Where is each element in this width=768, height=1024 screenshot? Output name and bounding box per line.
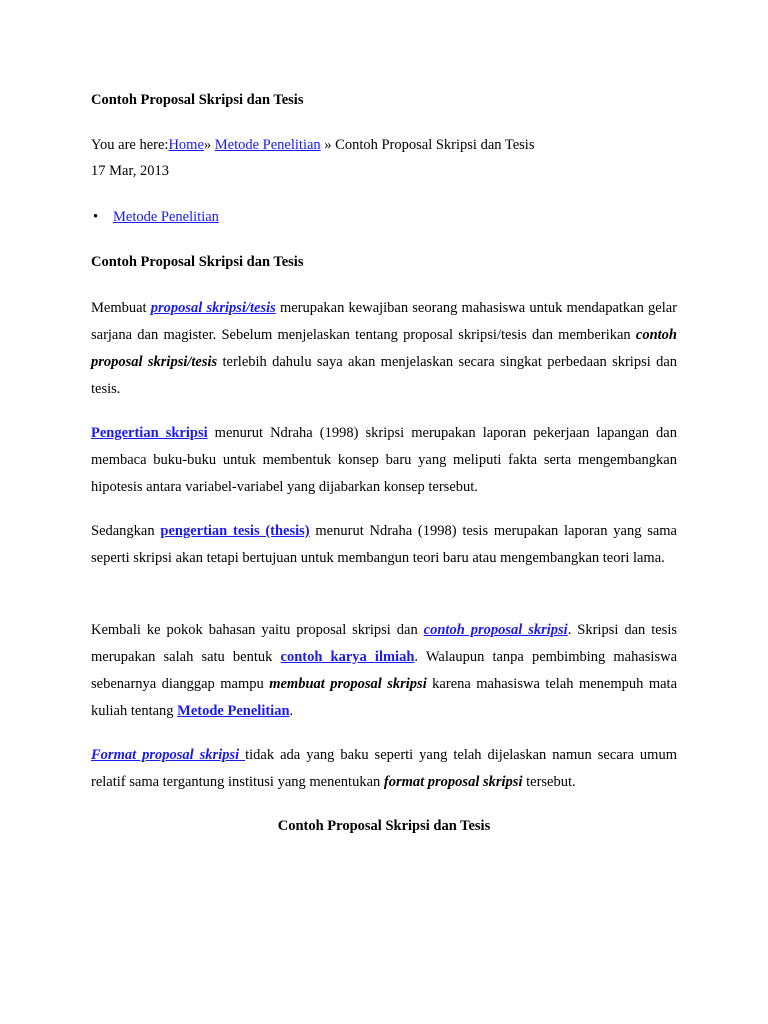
breadcrumb-separator: » xyxy=(203,137,215,153)
text: . Walaupun tanpa pembimbing mahasiswa sebenarnya dianggap mampu xyxy=(91,649,678,692)
post-date: 17 Mar, 2013 xyxy=(91,163,169,179)
breadcrumb-home-link[interactable]: Home xyxy=(168,137,204,153)
emphasis-text: contoh proposal skripsi/tesis xyxy=(91,327,677,370)
paragraph-format xyxy=(91,742,677,796)
text: menurut Ndraha (1998) skripsi merupakan laporan pekerjaan lapangan dan membaca buku-buku untuk membentuk konsep baru yang meliputi fakta serta mengembangkan hipotesis antara variabel-variabel yang dijabarkan konsep tersebut. xyxy=(91,425,677,495)
section-title: Contoh Proposal Skripsi dan Tesis xyxy=(277,818,491,834)
emphasis-text: format proposal skripsi xyxy=(383,774,523,790)
breadcrumb-category-link[interactable]: Metode Penelitian xyxy=(214,137,321,153)
proposal-skripsi-tesis-link[interactable]: proposal skripsi/tesis xyxy=(150,300,276,316)
text: menurut Ndraha (1998) tesis merupakan laporan yang sama seperti skripsi akan tetapi bertujuan untuk membangun teori baru atau mengembangkan teori lama. xyxy=(91,523,677,566)
text: tidak ada yang baku seperti yang telah dijelaskan namun secara umum relatif sama tergantung institusi yang menentukan xyxy=(91,747,677,790)
text: Membuat xyxy=(91,300,151,316)
metode-penelitian-link[interactable]: Metode Penelitian xyxy=(177,703,290,719)
breadcrumb-separator: » xyxy=(320,137,336,153)
breadcrumb-current: Contoh Proposal Skripsi dan Tesis xyxy=(335,137,535,153)
text: tersebut. xyxy=(522,774,576,790)
text: Sedangkan xyxy=(91,523,161,539)
text: terlebih dahulu saya akan menjelaskan secara singkat perbedaan skripsi dan tesis. xyxy=(91,354,678,397)
breadcrumb-prefix: You are here: xyxy=(91,137,169,153)
page-title: Contoh Proposal Skripsi dan Tesis xyxy=(91,92,304,108)
paragraph-intro xyxy=(91,295,677,403)
article-heading: Contoh Proposal Skripsi dan Tesis xyxy=(91,254,304,270)
paragraph-kembali xyxy=(91,617,677,725)
text: karena mahasiswa telah menempuh mata kuliah tentang xyxy=(91,676,678,719)
pengertian-skripsi-link[interactable]: Pengertian skripsi xyxy=(91,425,208,441)
text: Kembali ke pokok bahasan yaitu proposal skripsi dan xyxy=(91,622,424,638)
contoh-karya-ilmiah-link[interactable]: contoh karya ilmiah xyxy=(280,649,415,665)
format-proposal-skripsi-link[interactable]: Format proposal skripsi xyxy=(91,747,246,763)
text: . Skripsi dan tesis merupakan salah satu bentuk xyxy=(91,622,677,665)
paragraph-tesis xyxy=(91,518,677,572)
pengertian-tesis-link[interactable]: pengertian tesis (thesis) xyxy=(160,523,310,539)
emphasis-text: membuat proposal skripsi xyxy=(269,676,427,692)
category-link[interactable]: Metode Penelitian xyxy=(113,209,219,225)
breadcrumb xyxy=(91,137,534,154)
category-list-item xyxy=(93,209,219,226)
contoh-proposal-skripsi-link[interactable]: contoh proposal skripsi xyxy=(423,622,568,638)
paragraph-skripsi xyxy=(91,420,677,501)
text: . xyxy=(289,703,294,719)
text: merupakan kewajiban seorang mahasiswa untuk mendapatkan gelar sarjana dan magister. Sebelum menjelaskan tentang proposal skripsi/tesis dan memberikan xyxy=(91,300,677,343)
bullet-icon: • xyxy=(93,209,99,225)
